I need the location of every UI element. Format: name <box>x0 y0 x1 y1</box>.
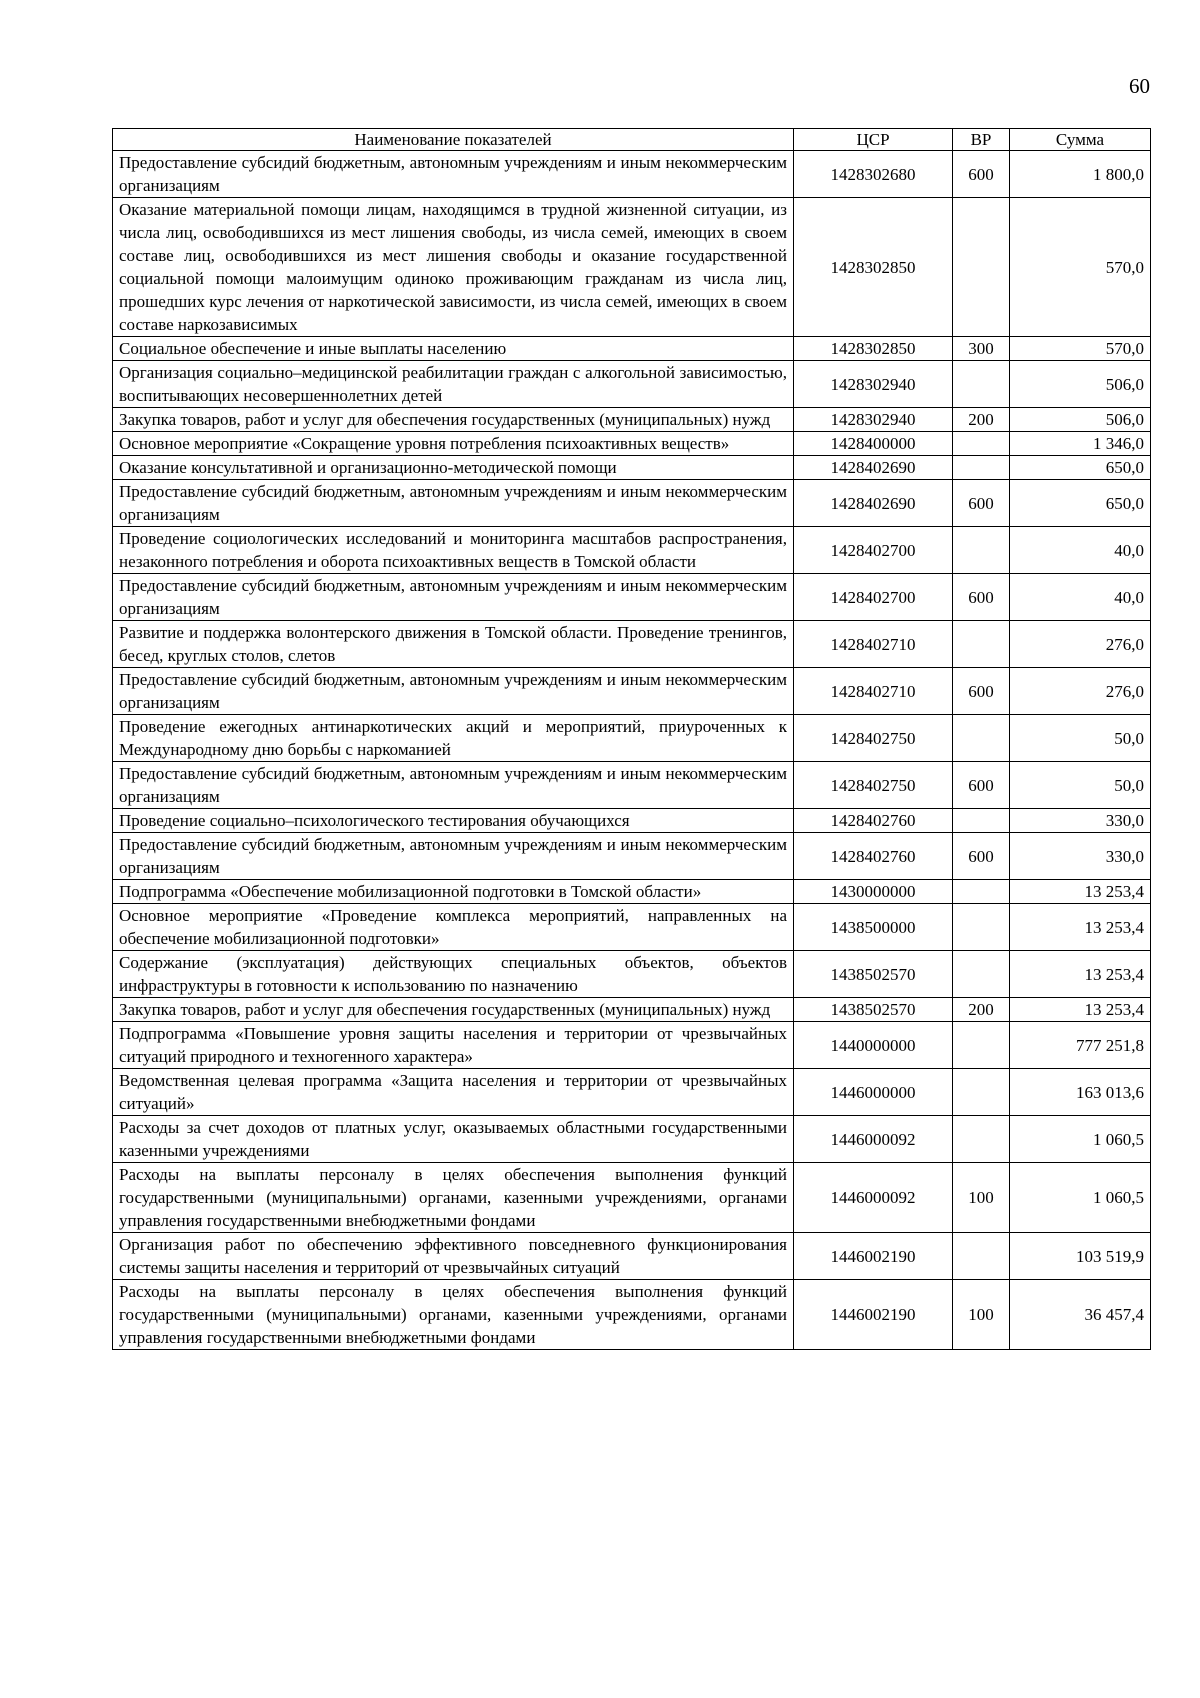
row-vr-cell <box>953 809 1010 833</box>
row-name-cell: Ведомственная целевая программа «Защита населения и территории от чрезвычайных ситуаций» <box>113 1069 794 1116</box>
row-sum-cell: 330,0 <box>1010 809 1151 833</box>
row-vr-cell <box>953 432 1010 456</box>
row-vr-cell: 600 <box>953 833 1010 880</box>
row-sum-cell: 40,0 <box>1010 527 1151 574</box>
row-csr-cell: 1428402690 <box>794 456 953 480</box>
row-name-cell: Социальное обеспечение и иные выплаты населению <box>113 337 794 361</box>
table-row <box>113 880 1151 904</box>
table-row <box>113 527 1151 574</box>
row-csr-cell: 1428402760 <box>794 809 953 833</box>
row-sum-cell: 506,0 <box>1010 408 1151 432</box>
row-name-cell: Основное мероприятие «Проведение комплекса мероприятий, направленных на обеспечение мобилизационной подготовки» <box>113 904 794 951</box>
row-vr-cell <box>953 198 1010 337</box>
row-csr-cell: 1438502570 <box>794 998 953 1022</box>
row-vr-cell <box>953 1022 1010 1069</box>
table-row <box>113 361 1151 408</box>
row-name-cell: Оказание материальной помощи лицам, находящимся в трудной жизненной ситуации, из числа лиц, освободившихся из мест лишения свободы, из числа семей, имеющих в своем составе лиц, освободившихся из мест лишения свободы и оказание государственной социальной помощи малоимущим одиноко проживающим гражданам из числа лиц, прошедших курс лечения от наркотической зависимости, из числа семей, имеющих в своем составе наркозависимых <box>113 198 794 337</box>
page-number: 60 <box>1129 74 1150 98</box>
table-row <box>113 198 1151 337</box>
table-row <box>113 1069 1151 1116</box>
row-sum-cell: 36 457,4 <box>1010 1280 1151 1350</box>
row-vr-cell: 600 <box>953 762 1010 809</box>
row-csr-cell: 1428402750 <box>794 762 953 809</box>
row-name-cell: Закупка товаров, работ и услуг для обеспечения государственных (муниципальных) нужд <box>113 408 794 432</box>
row-csr-cell: 1428402710 <box>794 621 953 668</box>
row-name-cell: Основное мероприятие «Сокращение уровня потребления психоактивных веществ» <box>113 432 794 456</box>
row-vr-cell: 200 <box>953 998 1010 1022</box>
header-name: Наименование показателей <box>113 129 794 151</box>
row-name-cell: Содержание (эксплуатация) действующих специальных объектов, объектов инфраструктуры в готовности к использованию по назначению <box>113 951 794 998</box>
row-name-cell: Проведение социально–психологического тестирования обучающихся <box>113 809 794 833</box>
header-vr: ВР <box>953 129 1010 151</box>
table-row <box>113 904 1151 951</box>
table-row <box>113 337 1151 361</box>
table-row <box>113 998 1151 1022</box>
row-sum-cell: 40,0 <box>1010 574 1151 621</box>
header-csr: ЦСР <box>794 129 953 151</box>
row-name-cell: Проведение социологических исследований и мониторинга масштабов распространения, незаконного потребления и оборота психоактивных веществ в Томской области <box>113 527 794 574</box>
table-row <box>113 951 1151 998</box>
row-name-cell: Предоставление субсидий бюджетным, автономным учреждениям и иным некоммерческим организациям <box>113 151 794 198</box>
row-vr-cell: 100 <box>953 1280 1010 1350</box>
table-row <box>113 1116 1151 1163</box>
table-row <box>113 480 1151 527</box>
row-vr-cell <box>953 1116 1010 1163</box>
row-sum-cell: 1 060,5 <box>1010 1116 1151 1163</box>
row-sum-cell: 330,0 <box>1010 833 1151 880</box>
row-name-cell: Предоставление субсидий бюджетным, автономным учреждениям и иным некоммерческим организациям <box>113 668 794 715</box>
row-csr-cell: 1428302850 <box>794 198 953 337</box>
row-name-cell: Подпрограмма «Обеспечение мобилизационной подготовки в Томской области» <box>113 880 794 904</box>
row-csr-cell: 1428402760 <box>794 833 953 880</box>
table-header-row <box>113 129 1151 151</box>
row-vr-cell <box>953 880 1010 904</box>
row-csr-cell: 1438500000 <box>794 904 953 951</box>
row-csr-cell: 1440000000 <box>794 1022 953 1069</box>
table-row <box>113 833 1151 880</box>
table-row <box>113 621 1151 668</box>
row-sum-cell: 276,0 <box>1010 621 1151 668</box>
row-vr-cell: 100 <box>953 1163 1010 1233</box>
table-row <box>113 715 1151 762</box>
table-row <box>113 456 1151 480</box>
row-csr-cell: 1428402690 <box>794 480 953 527</box>
row-csr-cell: 1428302940 <box>794 408 953 432</box>
budget-table <box>112 128 1151 1350</box>
row-vr-cell: 600 <box>953 480 1010 527</box>
row-name-cell: Развитие и поддержка волонтерского движения в Томской области. Проведение тренингов, бесед, круглых столов, слетов <box>113 621 794 668</box>
table-row <box>113 809 1151 833</box>
row-vr-cell <box>953 361 1010 408</box>
row-csr-cell: 1428302850 <box>794 337 953 361</box>
row-sum-cell: 13 253,4 <box>1010 998 1151 1022</box>
row-csr-cell: 1428400000 <box>794 432 953 456</box>
table-row <box>113 574 1151 621</box>
row-csr-cell: 1446002190 <box>794 1233 953 1280</box>
table-row <box>113 668 1151 715</box>
row-name-cell: Проведение ежегодных антинаркотических акций и мероприятий, приуроченных к Международному дню борьбы с наркоманией <box>113 715 794 762</box>
table-row <box>113 432 1151 456</box>
row-name-cell: Оказание консультативной и организационно-методической помощи <box>113 456 794 480</box>
row-csr-cell: 1428402700 <box>794 574 953 621</box>
row-vr-cell: 300 <box>953 337 1010 361</box>
row-sum-cell: 570,0 <box>1010 337 1151 361</box>
row-vr-cell: 200 <box>953 408 1010 432</box>
row-sum-cell: 506,0 <box>1010 361 1151 408</box>
row-vr-cell: 600 <box>953 668 1010 715</box>
row-csr-cell: 1428302940 <box>794 361 953 408</box>
header-sum: Сумма <box>1010 129 1151 151</box>
table-row <box>113 151 1151 198</box>
row-sum-cell: 103 519,9 <box>1010 1233 1151 1280</box>
row-csr-cell: 1446000092 <box>794 1116 953 1163</box>
row-csr-cell: 1428402750 <box>794 715 953 762</box>
row-sum-cell: 650,0 <box>1010 480 1151 527</box>
row-name-cell: Расходы за счет доходов от платных услуг, оказываемых областными государственными казенными учреждениями <box>113 1116 794 1163</box>
row-csr-cell: 1446000000 <box>794 1069 953 1116</box>
row-sum-cell: 13 253,4 <box>1010 880 1151 904</box>
row-csr-cell: 1446000092 <box>794 1163 953 1233</box>
table-row <box>113 1280 1151 1350</box>
row-sum-cell: 163 013,6 <box>1010 1069 1151 1116</box>
row-sum-cell: 13 253,4 <box>1010 951 1151 998</box>
row-sum-cell: 1 346,0 <box>1010 432 1151 456</box>
row-name-cell: Предоставление субсидий бюджетным, автономным учреждениям и иным некоммерческим организациям <box>113 574 794 621</box>
row-csr-cell: 1446002190 <box>794 1280 953 1350</box>
row-name-cell: Расходы на выплаты персоналу в целях обеспечения выполнения функций государственными (муниципальными) органами, казенными учреждениями, органами управления государственными внебюджетными фондами <box>113 1163 794 1233</box>
row-name-cell: Предоставление субсидий бюджетным, автономным учреждениям и иным некоммерческим организациям <box>113 480 794 527</box>
row-vr-cell: 600 <box>953 151 1010 198</box>
table-row <box>113 408 1151 432</box>
row-sum-cell: 276,0 <box>1010 668 1151 715</box>
row-csr-cell: 1428302680 <box>794 151 953 198</box>
row-sum-cell: 13 253,4 <box>1010 904 1151 951</box>
row-vr-cell <box>953 951 1010 998</box>
row-csr-cell: 1428402700 <box>794 527 953 574</box>
row-sum-cell: 50,0 <box>1010 715 1151 762</box>
row-sum-cell: 570,0 <box>1010 198 1151 337</box>
row-vr-cell <box>953 621 1010 668</box>
row-name-cell: Организация социально–медицинской реабилитации граждан с алкогольной зависимостью, воспитывающих несовершеннолетних детей <box>113 361 794 408</box>
row-vr-cell <box>953 904 1010 951</box>
row-sum-cell: 650,0 <box>1010 456 1151 480</box>
row-vr-cell <box>953 715 1010 762</box>
row-name-cell: Предоставление субсидий бюджетным, автономным учреждениям и иным некоммерческим организациям <box>113 833 794 880</box>
row-vr-cell <box>953 527 1010 574</box>
row-sum-cell: 1 060,5 <box>1010 1163 1151 1233</box>
row-sum-cell: 50,0 <box>1010 762 1151 809</box>
row-name-cell: Организация работ по обеспечению эффективного повседневного функционирования системы защиты населения и территорий от чрезвычайных ситуаций <box>113 1233 794 1280</box>
table-row <box>113 1022 1151 1069</box>
table-row <box>113 1233 1151 1280</box>
row-vr-cell <box>953 456 1010 480</box>
row-name-cell: Закупка товаров, работ и услуг для обеспечения государственных (муниципальных) нужд <box>113 998 794 1022</box>
row-vr-cell <box>953 1069 1010 1116</box>
row-csr-cell: 1428402710 <box>794 668 953 715</box>
row-csr-cell: 1438502570 <box>794 951 953 998</box>
row-name-cell: Расходы на выплаты персоналу в целях обеспечения выполнения функций государственными (муниципальными) органами, казенными учреждениями, органами управления государственными внебюджетными фондами <box>113 1280 794 1350</box>
row-sum-cell: 1 800,0 <box>1010 151 1151 198</box>
row-csr-cell: 1430000000 <box>794 880 953 904</box>
row-vr-cell <box>953 1233 1010 1280</box>
row-name-cell: Подпрограмма «Повышение уровня защиты населения и территории от чрезвычайных ситуаций природного и техногенного характера» <box>113 1022 794 1069</box>
row-name-cell: Предоставление субсидий бюджетным, автономным учреждениям и иным некоммерческим организациям <box>113 762 794 809</box>
table-row <box>113 1163 1151 1233</box>
row-vr-cell: 600 <box>953 574 1010 621</box>
row-sum-cell: 777 251,8 <box>1010 1022 1151 1069</box>
table-row <box>113 762 1151 809</box>
